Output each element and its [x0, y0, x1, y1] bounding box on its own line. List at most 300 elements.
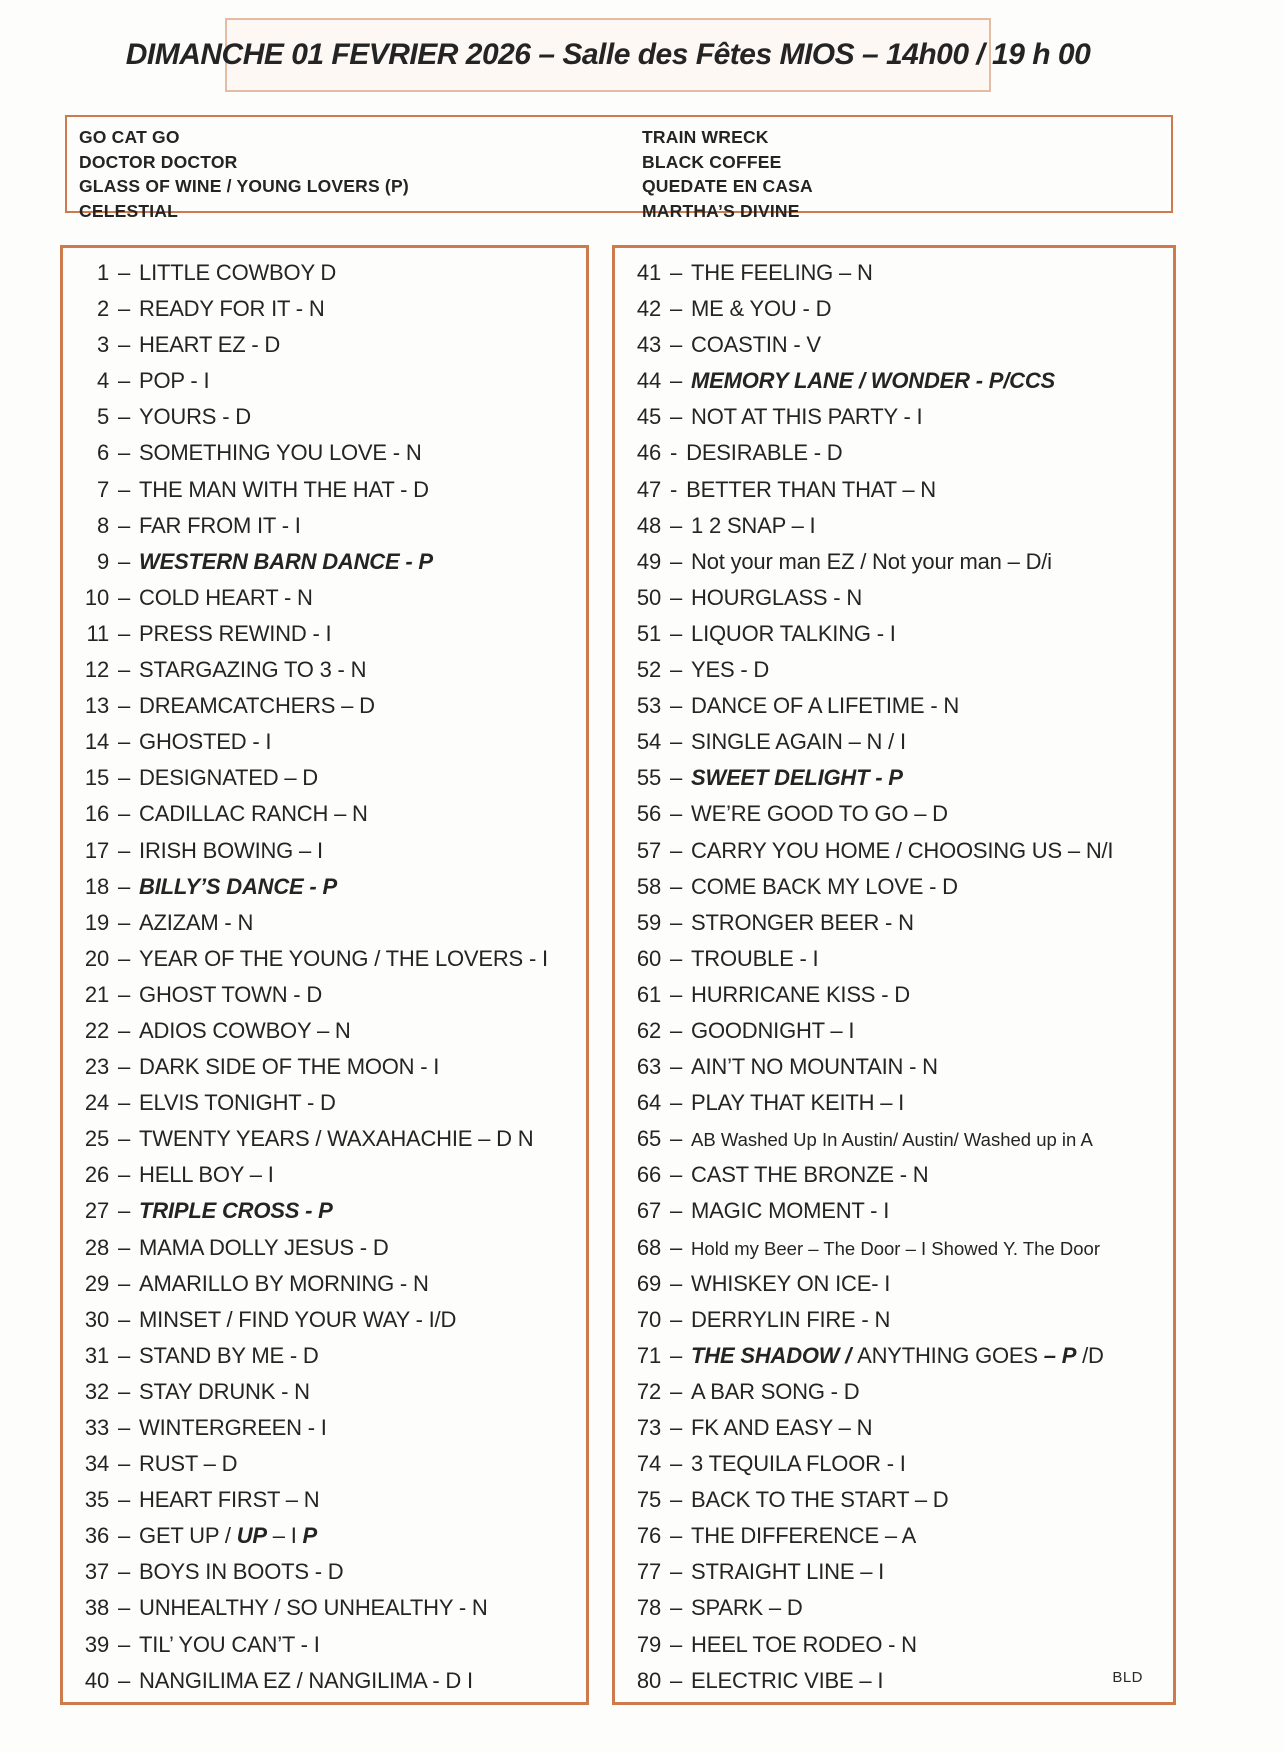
song-separator: –: [118, 1162, 131, 1188]
song-title: NANGILIMA EZ / NANGILIMA - D I: [139, 1667, 473, 1693]
song-title-segment: THE SHADOW /: [691, 1342, 858, 1368]
song-separator: –: [118, 1378, 131, 1404]
song-separator: –: [118, 1017, 131, 1043]
song-number: 65: [636, 1126, 661, 1152]
song-number: 27: [84, 1198, 109, 1224]
song-title: WINTERGREEN - I: [139, 1415, 327, 1440]
warmup-song: DOCTOR DOCTOR: [79, 151, 238, 172]
song-title: [691, 368, 1055, 394]
song-number: 3: [96, 332, 109, 358]
setlist-item: [63, 910, 586, 946]
setlist-item: [615, 1668, 1173, 1704]
song-number: 7: [96, 476, 109, 502]
setlist-item: [615, 1415, 1173, 1451]
song-separator: –: [118, 1126, 131, 1152]
song-separator: –: [118, 1487, 131, 1513]
song-title: [139, 1523, 317, 1549]
song-separator: –: [670, 1451, 683, 1477]
song-number: 74: [636, 1451, 661, 1477]
song-title-segment: TRIPLE CROSS - P: [139, 1198, 333, 1224]
event-title: DIMANCHE 01 FEVRIER 2026 – Salle des Fêtes MIOS – 14h00 / 19 h 00: [125, 38, 1091, 71]
setlist-item: [615, 765, 1173, 801]
song-number: 48: [636, 512, 661, 538]
song-separator: -: [670, 476, 678, 502]
song-title: TWENTY YEARS / WAXAHACHIE – D N: [139, 1126, 534, 1152]
song-number: 63: [636, 1054, 661, 1080]
song-title: TROUBLE - I: [691, 945, 819, 971]
song-separator: –: [670, 765, 683, 791]
song-number: 12: [84, 657, 109, 683]
song-title-segment: GET UP /: [139, 1523, 237, 1549]
warmup-song: CELESTIAL: [79, 200, 179, 221]
song-separator: –: [118, 1631, 131, 1657]
setlist-item: [63, 801, 586, 837]
song-title-segment: WESTERN BARN DANCE - P: [139, 548, 433, 574]
song-number: 8: [96, 512, 109, 538]
song-separator: –: [670, 1595, 683, 1621]
setlist-item: [615, 1162, 1173, 1198]
song-separator: –: [670, 296, 683, 322]
song-number: 34: [84, 1451, 109, 1477]
song-number: 47: [636, 476, 661, 502]
setlist-item: [63, 838, 586, 874]
song-number: 78: [636, 1595, 661, 1621]
song-number: 36: [84, 1523, 109, 1549]
song-title: SPARK – D: [691, 1595, 803, 1621]
setlist-box-right: [612, 245, 1176, 1705]
song-title: CARRY YOU HOME / CHOOSING US – N/I: [691, 837, 1114, 863]
song-number: 80: [636, 1667, 661, 1693]
song-separator: –: [118, 801, 131, 827]
song-number: 37: [84, 1559, 109, 1585]
song-separator: –: [670, 1342, 683, 1368]
song-separator: –: [670, 260, 683, 285]
song-number: 25: [84, 1126, 109, 1152]
song-number: 45: [636, 404, 661, 430]
song-title: ELECTRIC VIBE – I: [691, 1667, 884, 1693]
song-title: A BAR SONG - D: [691, 1378, 860, 1404]
song-title: [139, 874, 337, 900]
song-separator: –: [670, 1415, 683, 1440]
song-separator: –: [670, 1487, 683, 1513]
setlist-item: [63, 729, 586, 765]
song-title: COME BACK MY LOVE - D: [691, 873, 958, 899]
song-number: 35: [84, 1487, 109, 1513]
warmup-song: BLACK COFFEE: [642, 151, 782, 172]
song-number: 59: [636, 909, 661, 935]
song-number: 43: [636, 332, 661, 358]
setlist-item: [63, 657, 586, 693]
song-separator: –: [670, 404, 683, 430]
song-title-segment: SWEET DELIGHT - P: [691, 765, 903, 791]
song-title: SINGLE AGAIN – N / I: [691, 729, 906, 755]
setlist-item: [615, 1126, 1173, 1162]
song-number: 70: [636, 1306, 661, 1332]
song-number: 38: [84, 1595, 109, 1621]
song-separator: –: [670, 1162, 683, 1188]
song-title: PLAY THAT KEITH – I: [691, 1090, 905, 1116]
setlist-right: [615, 248, 1173, 1704]
setlist-item: [615, 1343, 1173, 1379]
song-separator: –: [118, 620, 131, 646]
song-title: COASTIN - V: [691, 332, 821, 358]
song-title: BACK TO THE START – D: [691, 1487, 949, 1513]
setlist-item: [63, 982, 586, 1018]
song-separator: –: [670, 1090, 683, 1116]
setlist-item: [63, 1162, 586, 1198]
song-number: 1: [96, 260, 109, 285]
setlist-item: [63, 1451, 586, 1487]
song-number: 49: [636, 548, 661, 574]
song-separator: –: [118, 548, 131, 574]
setlist-item: [615, 874, 1173, 910]
song-number: 18: [84, 873, 109, 899]
event-header-box: [125, 18, 1091, 92]
setlist-item: [63, 585, 586, 621]
song-title: THE FEELING – N: [691, 260, 873, 285]
song-separator: –: [118, 368, 131, 394]
song-separator: –: [118, 1306, 131, 1332]
song-title-segment: – P: [1043, 1342, 1077, 1368]
song-separator: –: [670, 332, 683, 358]
setlist-item: [615, 1451, 1173, 1487]
song-title: [139, 1198, 333, 1224]
song-number: 51: [636, 620, 661, 646]
song-title: STARGAZING TO 3 - N: [139, 657, 367, 683]
song-separator: –: [670, 1306, 683, 1332]
song-number: 75: [636, 1487, 661, 1513]
setlist-item: [63, 1379, 586, 1415]
song-separator: –: [670, 801, 683, 827]
setlist-item: [615, 332, 1173, 368]
song-number: 66: [636, 1162, 661, 1188]
setlist-item: [63, 368, 586, 404]
song-separator: –: [118, 981, 131, 1007]
song-title: HURRICANE KISS - D: [691, 981, 910, 1007]
song-title: ELVIS TONIGHT - D: [139, 1090, 336, 1116]
song-number: 46: [636, 440, 661, 466]
song-separator: –: [670, 620, 683, 646]
song-title: STRONGER BEER - N: [691, 909, 914, 935]
song-number: 39: [84, 1631, 109, 1657]
song-separator: –: [118, 909, 131, 935]
song-title: CAST THE BRONZE - N: [691, 1162, 929, 1188]
song-title: HEART FIRST – N: [139, 1487, 320, 1513]
song-title: STAND BY ME - D: [139, 1342, 319, 1368]
setlist-item: [615, 729, 1173, 765]
setlist-item: [63, 621, 586, 657]
song-separator: –: [670, 981, 683, 1007]
song-separator: –: [670, 1126, 683, 1152]
song-title: CADILLAC RANCH – N: [139, 801, 368, 827]
song-separator: –: [118, 1451, 131, 1477]
song-title: HEART EZ - D: [139, 332, 281, 358]
song-title: UNHEALTHY / SO UNHEALTHY - N: [139, 1595, 488, 1621]
setlist-item: [615, 1271, 1173, 1307]
song-separator: –: [118, 765, 131, 791]
song-separator: –: [670, 873, 683, 899]
song-separator: –: [670, 1054, 683, 1080]
song-separator: –: [118, 260, 131, 285]
song-number: 67: [636, 1198, 661, 1224]
song-number: 77: [636, 1559, 661, 1585]
setlist-item: [63, 1595, 586, 1631]
setlist-item: [615, 946, 1173, 982]
setlist-item: [63, 1415, 586, 1451]
song-title: HOURGLASS - N: [691, 584, 863, 610]
setlist-item: [615, 621, 1173, 657]
setlist-item: [63, 404, 586, 440]
song-number: 26: [84, 1162, 109, 1188]
song-title: BETTER THAN THAT – N: [686, 476, 937, 502]
setlist-item: [615, 910, 1173, 946]
song-number: 28: [84, 1234, 109, 1260]
song-separator: –: [118, 476, 131, 502]
setlist-item: [63, 1632, 586, 1668]
song-number: 50: [636, 584, 661, 610]
setlist-item: [63, 1235, 586, 1271]
setlist-item: [63, 1054, 586, 1090]
setlist-item: [615, 838, 1173, 874]
song-number: 56: [636, 801, 661, 827]
setlist-item: [63, 1271, 586, 1307]
song-separator: –: [118, 657, 131, 683]
song-number: 44: [636, 368, 661, 394]
song-separator: –: [118, 1415, 131, 1440]
song-title: 3 TEQUILA FLOOR - I: [691, 1451, 906, 1477]
setlist-item: [63, 1307, 586, 1343]
song-title: THE MAN WITH THE HAT - D: [139, 476, 429, 502]
song-number: 5: [96, 404, 109, 430]
song-title: [139, 549, 433, 575]
setlist-item: [63, 260, 586, 296]
song-separator: –: [118, 332, 131, 358]
warmup-songs-left: [79, 125, 409, 223]
setlist-item: [615, 1632, 1173, 1668]
song-title: FAR FROM IT - I: [139, 512, 301, 538]
song-title: DESIRABLE - D: [686, 440, 843, 466]
setlist-item: [63, 440, 586, 476]
song-title-segment: – I: [266, 1523, 303, 1549]
song-title: YES - D: [691, 657, 770, 683]
song-separator: –: [670, 1270, 683, 1296]
song-number: 11: [86, 620, 109, 646]
setlist-item: [615, 1018, 1173, 1054]
song-separator: –: [670, 1378, 683, 1404]
setlist-item: [615, 1198, 1173, 1234]
setlist-item: [615, 404, 1173, 440]
setlist-item: [63, 332, 586, 368]
setlist-item: [63, 1559, 586, 1595]
song-number: 24: [84, 1090, 109, 1116]
song-number: 6: [96, 440, 109, 466]
song-title-segment: Hold my Beer – The Door – I Showed Y. The Door: [691, 1237, 1100, 1259]
song-title: DREAMCATCHERS – D: [139, 693, 375, 719]
song-title: [691, 1126, 1093, 1152]
setlist-item: [63, 946, 586, 982]
song-title-segment: AB Washed Up In Austin/ Austin/ Washed up in A: [691, 1129, 1093, 1151]
song-separator: –: [118, 873, 131, 899]
setlist-item: [63, 296, 586, 332]
song-number: 17: [84, 837, 109, 863]
setlist-item: [63, 1523, 586, 1559]
song-number: 31: [84, 1342, 109, 1368]
song-title: PRESS REWIND - I: [139, 620, 332, 646]
song-title: READY FOR IT - N: [139, 296, 325, 322]
song-number: 9: [96, 548, 109, 574]
song-number: 2: [96, 296, 109, 322]
song-title: STRAIGHT LINE – I: [691, 1559, 885, 1585]
setlist-item: [615, 440, 1173, 476]
song-title: YOURS - D: [139, 404, 251, 430]
setlist-box-left: [60, 245, 589, 1705]
song-number: 72: [636, 1378, 661, 1404]
song-number: 69: [636, 1270, 661, 1296]
song-separator: –: [670, 1198, 683, 1224]
song-title: [691, 1343, 1104, 1369]
song-title: AIN’T NO MOUNTAIN - N: [691, 1054, 938, 1080]
song-title-segment: UP: [236, 1523, 267, 1549]
setlist-item: [63, 1090, 586, 1126]
setlist-item: [615, 1054, 1173, 1090]
warmup-songs-box: [65, 115, 1173, 221]
song-number: 40: [84, 1667, 109, 1693]
song-number: 14: [84, 729, 109, 755]
song-separator: –: [118, 1559, 131, 1585]
song-separator: –: [670, 548, 683, 574]
song-separator: –: [118, 1342, 131, 1368]
warmup-songs-right: [642, 125, 813, 223]
song-number: 52: [636, 657, 661, 683]
song-number: 68: [636, 1234, 661, 1260]
song-separator: –: [670, 1559, 683, 1585]
setlist-item: [63, 1198, 586, 1234]
song-number: 32: [84, 1378, 109, 1404]
song-separator: –: [670, 584, 683, 610]
setlist-item: [615, 296, 1173, 332]
song-title: AZIZAM - N: [139, 909, 254, 935]
song-separator: –: [670, 693, 683, 719]
song-number: 33: [84, 1415, 109, 1440]
song-separator: –: [118, 584, 131, 610]
setlist-item: [615, 982, 1173, 1018]
song-number: 19: [84, 909, 109, 935]
song-title-segment: MEMORY LANE / WONDER - P/CCS: [691, 368, 1055, 394]
song-separator: –: [670, 1017, 683, 1043]
song-number: 23: [84, 1054, 109, 1080]
song-number: 60: [636, 945, 661, 971]
setlist-item: [615, 693, 1173, 729]
setlist-item: [63, 1018, 586, 1054]
song-title: LITTLE COWBOY D: [139, 260, 337, 285]
song-separator: -: [670, 440, 678, 466]
song-title: DERRYLIN FIRE - N: [691, 1306, 891, 1332]
song-number: 58: [636, 873, 661, 899]
setlist-item: [63, 1126, 586, 1162]
song-title: [691, 1235, 1100, 1261]
setlist-item: [615, 1523, 1173, 1559]
song-number: 55: [636, 765, 661, 791]
setlist-item: [63, 1343, 586, 1379]
song-number: 16: [84, 801, 109, 827]
song-title: Not your man EZ / Not your man – D/i: [691, 548, 1052, 574]
setlist-item: [615, 1307, 1173, 1343]
setlist-item: [615, 549, 1173, 585]
song-separator: –: [118, 1054, 131, 1080]
song-title-segment: BILLY’S DANCE - P: [139, 873, 337, 899]
song-number: 30: [84, 1306, 109, 1332]
setlist-item: [615, 1379, 1173, 1415]
song-number: 21: [84, 981, 109, 1007]
song-number: 13: [84, 693, 109, 719]
song-title: TIL’ YOU CAN’T - I: [139, 1631, 320, 1657]
song-title: [691, 765, 903, 791]
song-number: 73: [636, 1415, 661, 1440]
song-number: 53: [636, 693, 661, 719]
song-title: MAMA DOLLY JESUS - D: [139, 1234, 389, 1260]
song-title: MAGIC MOMENT - I: [691, 1198, 890, 1224]
song-number: 42: [636, 296, 661, 322]
song-title: HEEL TOE RODEO - N: [691, 1631, 917, 1657]
song-separator: –: [118, 729, 131, 755]
song-separator: –: [670, 909, 683, 935]
setlist-item: [615, 585, 1173, 621]
song-separator: –: [670, 1234, 683, 1260]
song-title: WE’RE GOOD TO GO – D: [691, 801, 948, 827]
song-number: 29: [84, 1270, 109, 1296]
warmup-song: GLASS OF WINE / YOUNG LOVERS (P): [79, 176, 409, 196]
setlist-item: [615, 801, 1173, 837]
song-separator: –: [118, 945, 131, 971]
song-title: COLD HEART - N: [139, 584, 313, 610]
song-number: 64: [636, 1090, 661, 1116]
setlist-item: [615, 513, 1173, 549]
setlist-item: [615, 657, 1173, 693]
warmup-song: TRAIN WRECK: [642, 127, 769, 147]
song-title: ADIOS COWBOY – N: [139, 1017, 351, 1043]
song-title: STAY DRUNK - N: [139, 1378, 310, 1404]
setlist-item: [63, 477, 586, 513]
song-separator: –: [118, 837, 131, 863]
song-separator: –: [118, 1198, 131, 1224]
song-title: MINSET / FIND YOUR WAY - I/D: [139, 1306, 457, 1332]
setlist-item: [615, 1487, 1173, 1523]
song-title: BOYS IN BOOTS - D: [139, 1559, 344, 1585]
song-title: 1 2 SNAP – I: [691, 512, 816, 538]
setlist-item: [615, 1559, 1173, 1595]
song-separator: –: [118, 512, 131, 538]
song-title: GHOSTED - I: [139, 729, 272, 755]
song-title: NOT AT THIS PARTY - I: [691, 404, 923, 430]
song-title: ME & YOU - D: [691, 296, 832, 322]
song-title: AMARILLO BY MORNING - N: [139, 1270, 429, 1296]
song-title: YEAR OF THE YOUNG / THE LOVERS - I: [139, 945, 548, 971]
setlist-item: [63, 549, 586, 585]
song-number: 20: [84, 945, 109, 971]
song-number: 62: [636, 1017, 661, 1043]
setlist-item: [63, 513, 586, 549]
song-number: 22: [84, 1017, 109, 1043]
setlist-item: [63, 874, 586, 910]
setlist-item: [63, 765, 586, 801]
song-separator: –: [670, 945, 683, 971]
song-title: LIQUOR TALKING - I: [691, 620, 896, 646]
warmup-song: GO CAT GO: [79, 127, 180, 147]
song-title: IRISH BOWING – I: [139, 837, 323, 863]
song-title: GHOST TOWN - D: [139, 981, 323, 1007]
song-title: FK AND EASY – N: [691, 1415, 873, 1440]
song-separator: –: [118, 1523, 131, 1549]
